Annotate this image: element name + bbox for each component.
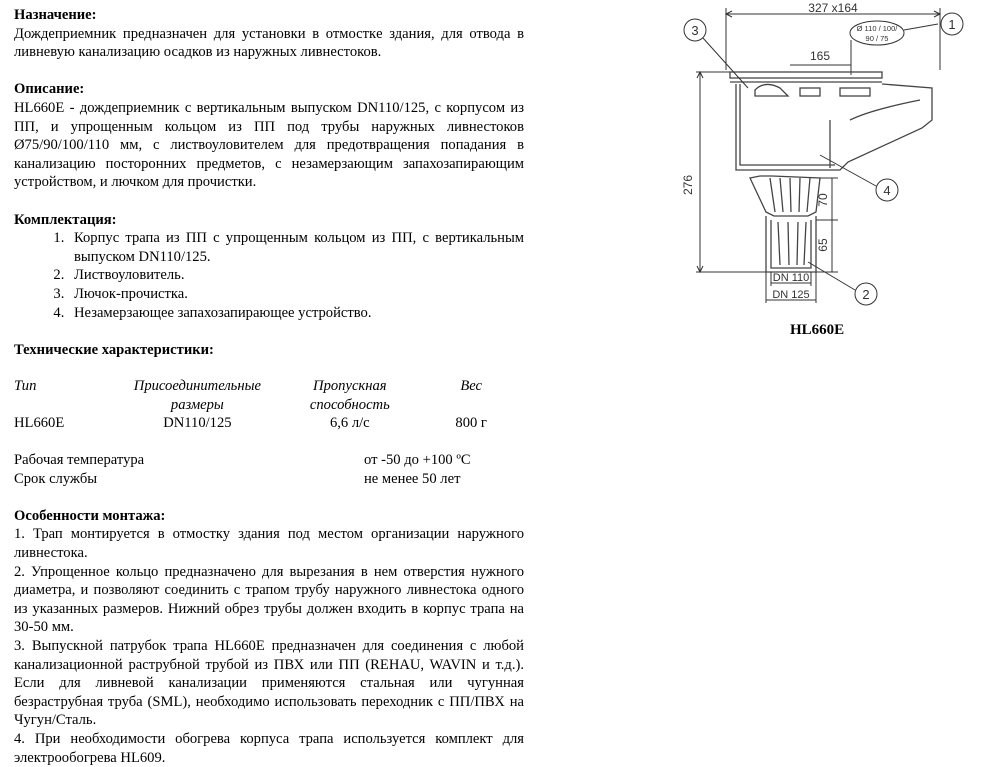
document-text: [14, 6, 524, 767]
technical-drawing: [670, 0, 1000, 330]
spec-col-flow-line1: Пропускная: [313, 378, 387, 395]
width-dimension: [726, 1, 940, 70]
drawing-caption: HL660E: [790, 322, 845, 338]
kit-item: 4. Незамерзающее запахозапирающее устройство.: [68, 304, 524, 323]
temperature-value: от -50 до +100 ºС: [364, 452, 471, 469]
dn110-label: DN 110: [772, 272, 810, 284]
spec-row-weight: 800 г: [455, 415, 487, 432]
callout-3-label: 3: [691, 23, 699, 38]
dn-dimensions: [766, 272, 816, 303]
specs-table: [14, 377, 524, 433]
spec-row-flow: 6,6 л/с: [329, 415, 370, 432]
specs-heading: Технические характеристики:: [14, 341, 214, 358]
spec-col-connection-line1: Присоединительные: [133, 378, 261, 395]
drain-body: [730, 72, 932, 272]
callout-1-label: 1: [948, 17, 956, 32]
dim-width-label: 327 x164: [808, 1, 858, 15]
spec-row-connection: DN110/125: [163, 415, 232, 432]
kit-list: [14, 229, 524, 322]
dim-65-label: 65: [816, 238, 830, 252]
callout-3: [684, 19, 748, 88]
service-life-value: не менее 50 лет: [364, 470, 461, 487]
description-heading: Описание:: [14, 81, 85, 98]
spec-row-type: HL660E: [14, 415, 65, 432]
kit-heading: Комплектация:: [14, 211, 117, 228]
dim-276: [681, 72, 766, 272]
temperature-label: Рабочая температура: [14, 452, 145, 469]
ring-sizes-line2: 90 / 75: [865, 34, 889, 43]
kit-item: 2. Листвоуловитель.: [68, 266, 524, 285]
dim-70-label: 70: [816, 193, 830, 207]
spec-col-weight: Вес: [460, 378, 482, 395]
env-table: [14, 451, 471, 488]
ring-sizes-line1: Ø 110 / 100/: [856, 24, 898, 33]
spec-col-type: Тип: [14, 378, 37, 395]
installation-item: 4. При необходимости обогрева корпуса трапа используется комплект для электрообогрева HL609.: [14, 730, 524, 766]
kit-item: 1. Корпус трапа из ПП с упрощенным кольцом из ПП, с вертикальным выпуском DN110/125.: [68, 229, 524, 266]
dim-276-label: 276: [681, 174, 695, 196]
dim-165-label: 165: [809, 49, 831, 63]
installation-heading: Особенности монтажа:: [14, 507, 166, 524]
spec-col-flow: [281, 377, 418, 396]
dn125-label: DN 125: [772, 289, 810, 301]
purpose-text: Дождеприемник предназначен для установки в отмосткe здания, для отвода в ливневую канализацию осадков из наружных ливнестоков.: [14, 25, 524, 61]
service-life-label: Срок службы: [14, 470, 98, 487]
installation-item: 1. Трап монтируется в отмостку здания под местом организации наружного ливнестока.: [14, 526, 524, 562]
dim-165: [790, 40, 851, 75]
dim-70-65: [816, 178, 838, 272]
ring-sizes-callout: [850, 21, 938, 45]
spec-col-connection-line2: размеры: [170, 396, 224, 413]
callout-2-label: 2: [862, 287, 870, 302]
kit-item: 3. Лючок-прочистка.: [68, 285, 524, 304]
description-text: HL660E - дождеприемник с вертикальным выпуском DN110/125, с корпусом из ПП, и упрощенным кольцом из ПП под трубы наружных ливнестоков Ø75/90/100/110 мм, с листвоуловителем для предотвращения попадания в канализацию посторонних предметов, с незамерзающим запахозапирающим устройством, и лючком для прочистки.: [14, 99, 524, 191]
callout-1: [941, 13, 963, 35]
spec-col-connection: [113, 377, 281, 396]
purpose-heading: Назначение:: [14, 7, 97, 23]
installation-item: 3. Выпускной патрубок трапа HL660E предназначен для соединения с любой канализационной раструбной трубой из ПВХ или ПП (REHAU, WAVIN и т.д.). Если для ливневой канализации применяются стальная или чугунная безраструбная труба (SML), необходимо использовать переходник с ПП/ПВХ на Чугун/Сталь.: [14, 638, 524, 729]
callout-4-label: 4: [883, 183, 891, 198]
installation-item: 2. Упрощенное кольцо предназначено для вырезания в нем отверстия нужного диаметра, и позволяют соединить с трапом трубу наружного ливнестока одного из указанных размеров. Нижний обрез трубы должен входить в корпус трапа на 30-50 мм.: [14, 563, 524, 636]
spec-col-flow-line2: способность: [309, 396, 390, 413]
callout-2: [808, 262, 877, 305]
